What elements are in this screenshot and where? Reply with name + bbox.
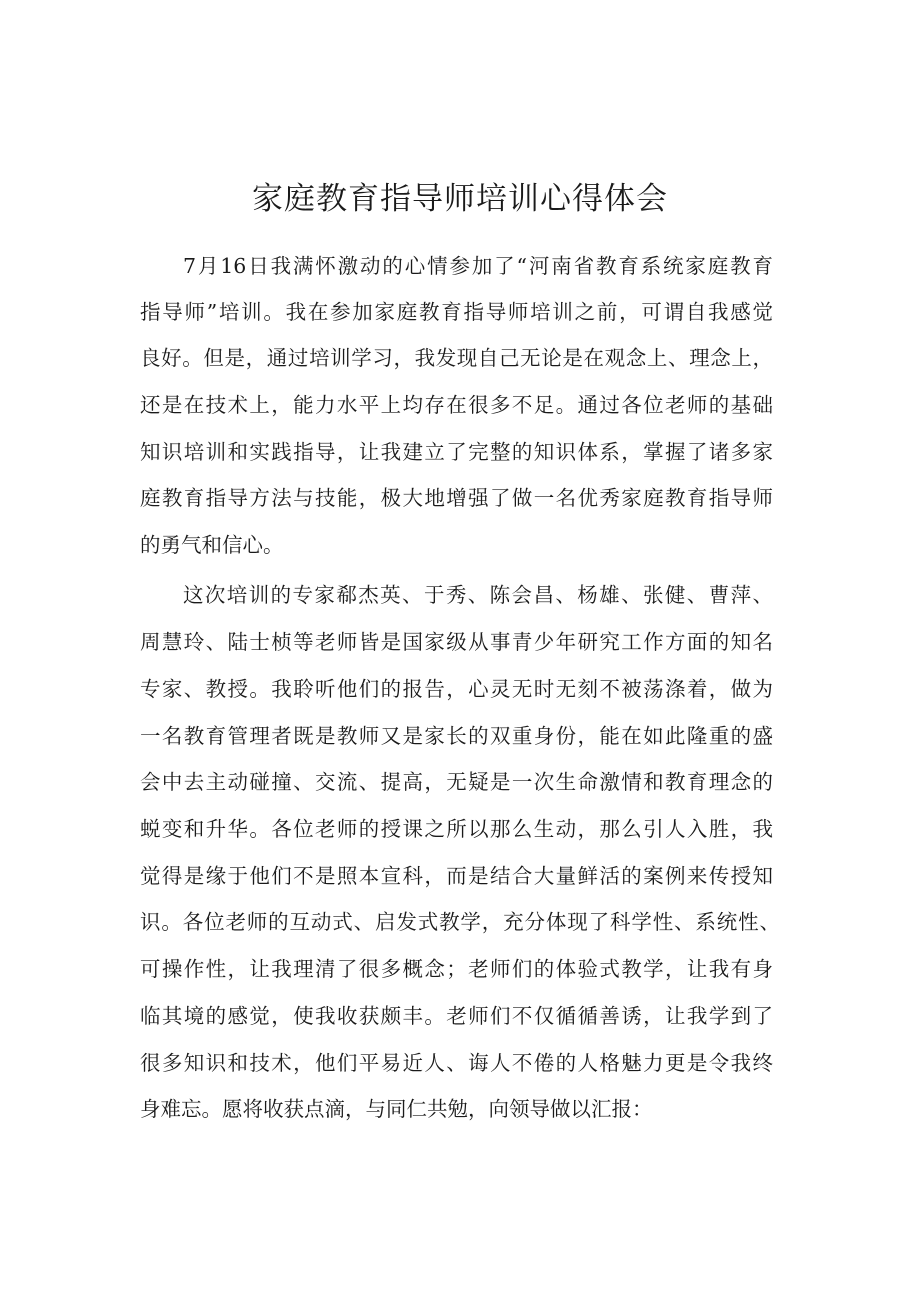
paragraph-2-line-11: 很多知识和技术，他们平易近人、诲人不倦的人格魅力更是令我终 (140, 1051, 773, 1075)
document-title: 家庭教育指导师培训心得体会 (252, 181, 668, 217)
paragraph-2-line-1: 这次培训的专家郗杰英、于秀、陈会昌、杨雄、张健、曹萍、 (183, 583, 773, 607)
paragraph-2-line-5: 会中去主动碰撞、交流、提高，无疑是一次生命激情和教育理念的 (140, 770, 773, 794)
paragraph-2-line-2: 周慧玲、陆士桢等老师皆是国家级从事青少年研究工作方面的知名 (140, 630, 773, 654)
paragraph-2-line-3: 专家、教授。我聆听他们的报告，心灵无时无刻不被荡涤着，做为 (140, 677, 773, 701)
paragraph-2-line-7: 觉得是缘于他们不是照本宣科，而是结合大量鲜活的案例来传授知 (140, 864, 773, 888)
paragraph-1-line-4: 还是在技术上，能力水平上均存在很多不足。通过各位老师的基础 (140, 393, 773, 417)
paragraph-1-line-5: 知识培训和实践指导，让我建立了完整的知识体系，掌握了诸多家 (140, 440, 773, 464)
paragraph-1-line-6: 庭教育指导方法与技能，极大地增强了做一名优秀家庭教育指导师 (140, 486, 773, 510)
paragraph-2-line-12: 身难忘。愿将收获点滴，与同仁共勉，向领导做以汇报： (140, 1097, 653, 1121)
paragraph-1-line-3: 良好。但是，通过培训学习，我发现自己无论是在观念上、理念上， (140, 346, 773, 370)
paragraph-2-line-10: 临其境的感觉，使我收获颇丰。老师们不仅循循善诱，让我学到了 (140, 1004, 773, 1028)
paragraph-1-line-2: 指导师”培训。我在参加家庭教育指导师培训之前，可谓自我感觉 (140, 300, 773, 324)
paragraph-1-line-7: 的勇气和信心。 (140, 533, 284, 557)
paragraph-2-line-4: 一名教育管理者既是教师又是家长的双重身份，能在如此隆重的盛 (140, 724, 773, 748)
paragraph-2-line-8: 识。各位老师的互动式、启发式教学，充分体现了科学性、系统性、 (140, 910, 780, 934)
paragraph-1-line-1: 7月16日我满怀激动的心情参加了“河南省教育系统家庭教育 (183, 254, 773, 278)
paragraph-2-line-6: 蜕变和升华。各位老师的授课之所以那么生动，那么引人入胜，我 (140, 817, 773, 841)
paragraph-2-line-9: 可操作性，让我理清了很多概念；老师们的体验式教学，让我有身 (140, 957, 773, 981)
